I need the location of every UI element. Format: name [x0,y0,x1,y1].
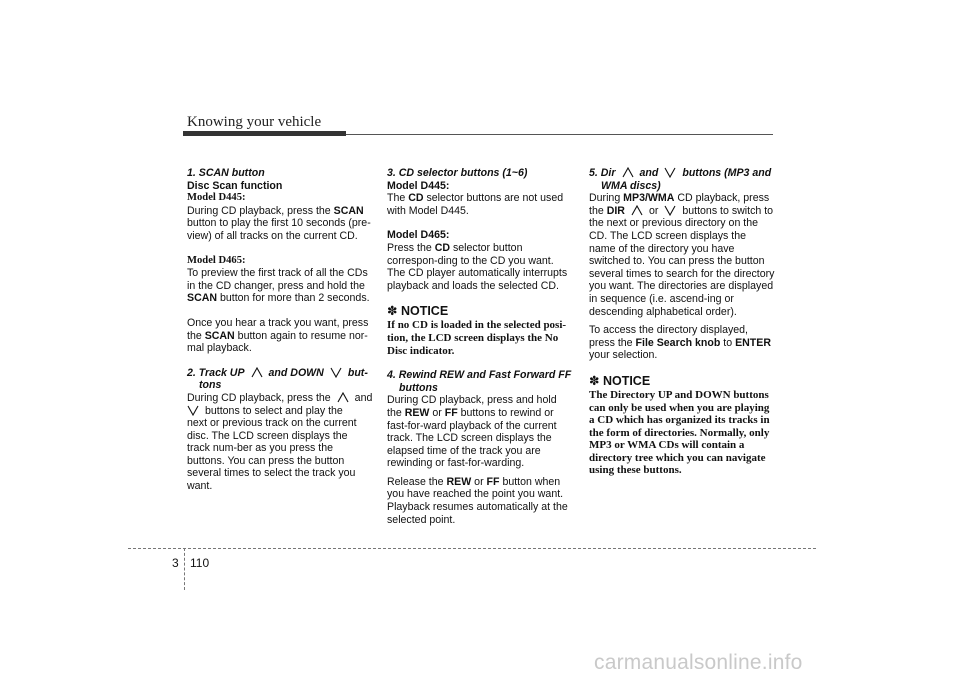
caret-up-icon [251,367,263,378]
model-d445-label: Model D445: [387,179,450,192]
footer-divider [128,548,816,549]
caret-up-icon [631,205,643,216]
caret-down-icon [187,405,199,416]
cd-d465-text: Press the CD selector button correspon-ding to the CD you want. The CD player automatically interrupts playback and loads the selected CD. [387,241,568,292]
caret-down-icon [664,205,676,216]
column-1 [187,167,373,493]
model-d445-label: Model D445: [187,192,246,204]
column-2 [387,167,573,526]
page-number: 110 [190,556,210,570]
notice-heading: ✽ NOTICE [387,304,449,319]
notice-text: The Directory UP and DOWN buttons can only be used when you are playing a CD which has organized its tracks in the form of directories. Normally, only MP3 or WMA CDs will contain a directory tree which you can navigate using these buttons. [589,388,770,477]
footer-vertical-divider [184,548,185,590]
header-bar [183,131,346,136]
notice-heading: ✽ NOTICE [589,373,651,388]
caret-down-icon [330,367,342,378]
notice-text: If no CD is loaded in the selected posi-tion, the LCD screen displays the No Disc indicator. [387,319,567,357]
access-text: To access the directory displayed, press the File Search knob to ENTER your selection. [589,324,771,362]
chapter-number: 3 [172,556,179,570]
scan-title: 1. SCAN button [187,167,265,179]
track-text: During CD playback, press the and buttons to select and play the next or previous track on the current disc. The LCD screen displays the track num-ber as you press the buttons. You can press the button several times to select the track you want. [187,391,373,493]
scan-d445-text: During CD playback, press the SCAN button to play the first 10 seconds (pre-view) of all tracks on the current CD. [187,204,371,242]
scan-d465-text: To preview the first track of all the CDs in the CD changer, press and hold the SCAN button for more than 2 seconds. [187,267,370,305]
rewind-title: 4. Rewind REW and Fast Forward FF buttons [387,369,572,394]
dir-title: 5. Dir and buttons (MP3 and WMA discs) [589,167,772,192]
track-title: 2. Track UP and DOWN but- tons [187,366,368,392]
caret-up-icon [337,392,349,403]
scan-function-label: Disc Scan function [187,179,283,192]
caret-up-icon [622,167,634,178]
page-title: Knowing your vehicle [187,114,322,130]
watermark: carmanualsonline.info [594,651,803,674]
scan-resume-text: Once you hear a track you want, press the SCAN button again to resume nor-mal playback. [187,316,369,355]
cd-selector-title: 3. CD selector buttons (1~6) [387,167,528,179]
rewind-text: During CD playback, press and hold the REW or FF buttons to rewind or fast-for-ward playback of the current track. The LCD screen displays the elapsed time of the track you are rewinding or fast-for-warding. [387,394,557,470]
cd-d445-text: The CD selector buttons are not used with Model D445. [387,192,564,217]
dir-text: During MP3/WMA CD playback, press the DIR or buttons to switch to the next or previous directory on the CD. The LCD screen displays the name of the directory you have switched to. You can press the button several times to search for the directory you want. The directories are displayed in sequence (i.e. ascend-ing or descending alphabetical order). [589,192,775,318]
model-d465-label: Model D465: [187,254,246,266]
column-3 [589,167,775,477]
release-text: Release the REW or FF button when you have reached the point you want. Playback resumes automatically at the selected point. [387,475,568,526]
header-rule [346,134,773,135]
caret-down-icon [664,167,676,178]
model-d465-label: Model D465: [387,229,450,242]
